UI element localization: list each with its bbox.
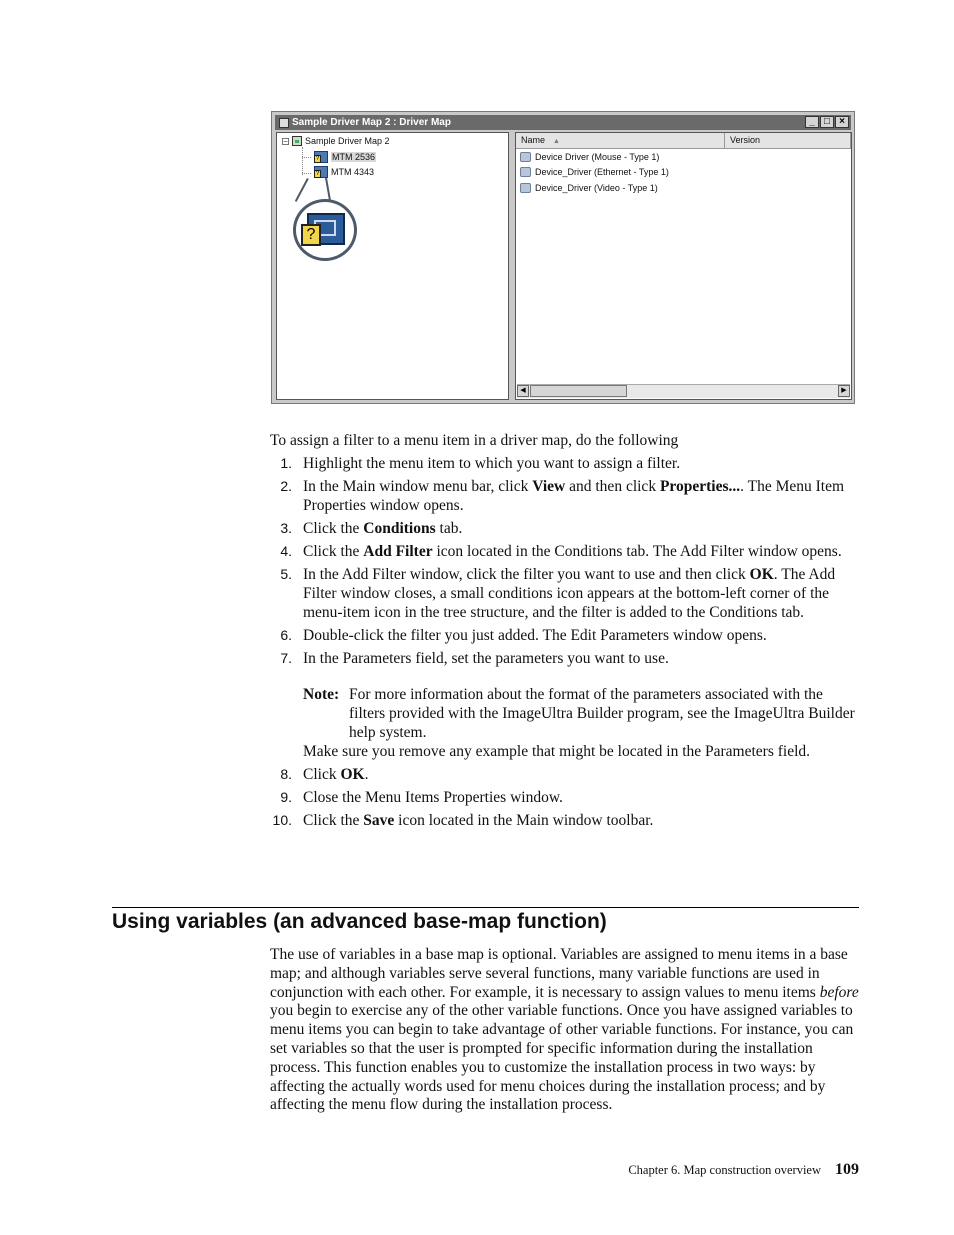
scroll-right-icon[interactable]: ▶ (838, 385, 850, 397)
text-run: In the Main window menu bar, click (303, 478, 533, 495)
window-title: Sample Driver Map 2 : Driver Map (292, 117, 451, 128)
list-item-label: Device_Driver (Ethernet - Type 1) (535, 167, 669, 177)
step-followup-text: Make sure you remove any example that might be located in the Parameters field. (303, 743, 811, 760)
text-run: icon located in the Main window toolbar. (394, 812, 654, 829)
step-item (270, 565, 860, 622)
text-run: Click the (303, 543, 364, 560)
tree-item-label: MTM 2536 (332, 152, 376, 162)
section-rule (112, 907, 859, 908)
text-run: Close the Menu Items Properties window. (303, 789, 563, 806)
tree-item-label: MTM 4343 (331, 167, 375, 177)
menu-item-icon (314, 166, 328, 178)
text-run: Click (303, 766, 341, 783)
step-number: 7. (280, 650, 292, 666)
step-item (270, 542, 860, 561)
section-heading: Using variables (an advanced base-map function) (112, 910, 607, 933)
step-number: 3. (280, 520, 292, 536)
text-run: Highlight the menu item to which you want to assign a filter. (303, 455, 681, 472)
step-item (270, 454, 860, 473)
list-header (516, 133, 851, 149)
scroll-left-icon[interactable]: ◀ (517, 385, 529, 397)
conditions-icon: ? (315, 156, 320, 162)
step-text (303, 565, 860, 622)
step-text (303, 454, 860, 473)
text-run: Click the (303, 812, 364, 829)
text-run: The use of variables in a base map is optional. Variables are assigned to menu items in a base map; and although variables serve several functions, many variable functions are used in conjunction with each other. For example, it is necessary to assign values to menu items (270, 946, 848, 1001)
device-driver-icon (520, 152, 531, 162)
emphasis-text: Save (363, 812, 395, 829)
emphasis-text: Conditions (363, 520, 436, 537)
driver-map-icon (279, 118, 289, 128)
text-run: Double-click the filter you just added. The Edit Parameters window opens. (303, 627, 767, 644)
tree-pane[interactable] (276, 132, 509, 400)
emphasis-text: View (532, 478, 566, 495)
step-item (270, 788, 860, 807)
text-run: icon located in the Conditions tab. The Add Filter window opens. (432, 543, 842, 560)
step-number: 9. (280, 789, 292, 805)
text-run: and then click (565, 478, 660, 495)
driver-map-icon (292, 136, 302, 146)
step-text (303, 811, 860, 830)
step-text (303, 519, 860, 538)
step-text (303, 765, 860, 784)
chapter-title: Chapter 6. Map construction overview (628, 1163, 821, 1177)
tree-item-mtm-4343[interactable] (314, 166, 374, 178)
note-text: For more information about the format of the parameters associated with the filters provided with the ImageUltra Builder program, see the ImageUltra Builder help system. (349, 686, 855, 741)
text-run: . (364, 766, 369, 783)
step-text (303, 649, 860, 668)
text-run: . The Menu Item Properties window opens. (303, 478, 845, 514)
magnifier-callout (293, 199, 357, 261)
sort-ascending-icon: ▲ (553, 138, 560, 145)
driver-list-pane[interactable] (515, 132, 852, 400)
tree-root-label: Sample Driver Map 2 (305, 136, 390, 146)
collapse-icon[interactable]: − (283, 136, 288, 146)
conditions-icon: ? (315, 171, 320, 177)
column-header-version[interactable] (725, 133, 851, 148)
tree-root-row[interactable] (282, 136, 390, 146)
page-number: 109 (835, 1161, 859, 1178)
step-text (303, 788, 860, 807)
step-number: 1. (280, 455, 292, 471)
step-item (270, 765, 860, 784)
list-item-label: Device Driver (Mouse - Type 1) (535, 152, 660, 162)
step-item (270, 626, 860, 645)
list-item-label: Device_Driver (Video - Type 1) (535, 183, 658, 193)
horizontal-scrollbar[interactable] (517, 384, 850, 398)
maximize-button[interactable]: □ (820, 116, 834, 128)
step-text (303, 542, 860, 561)
section-paragraph (270, 946, 860, 1115)
conditions-icon-enlarged: ? (301, 224, 321, 246)
italic-text: before (819, 983, 859, 1001)
emphasis-text: Add Filter (363, 543, 433, 560)
list-item[interactable] (520, 183, 658, 193)
text-run: Click the (303, 520, 364, 537)
page-footer (628, 1161, 859, 1179)
text-run: tab. (435, 520, 463, 537)
window-titlebar[interactable] (275, 115, 851, 130)
step-number: 8. (280, 766, 292, 782)
note-block (303, 685, 860, 742)
tree-item-mtm-2536[interactable] (314, 151, 376, 163)
list-item[interactable] (520, 167, 669, 177)
step-text (303, 477, 860, 515)
text-run: you begin to exercise any of the other variable functions. Once you have assigned variables to menu items you can begin to take advantage of other variable functions. For instance, you can set variables so that the user is prompted for specific information during the installation process. This function enables you to customize the installation process in two ways: by affecting the actually words used for menu choices during the installation process; and by affecting the menu flow during the installation process. (270, 1002, 854, 1114)
minimize-button[interactable]: _ (805, 116, 819, 128)
procedure-steps (270, 454, 860, 834)
emphasis-text: OK (749, 566, 774, 583)
step-text (303, 626, 860, 645)
device-driver-icon (520, 167, 531, 177)
emphasis-text: OK (340, 766, 365, 783)
text-run: In the Parameters field, set the parameters you want to use. (303, 650, 669, 667)
step-item (270, 477, 860, 515)
step-number: 4. (280, 543, 292, 559)
step-number: 5. (280, 566, 292, 582)
close-button[interactable]: × (835, 116, 849, 128)
text-run: In the Add Filter window, click the filter you want to use and then click (303, 566, 750, 583)
intro-text: To assign a filter to a menu item in a driver map, do the following (270, 432, 679, 449)
menu-item-icon (314, 151, 328, 163)
step-item (270, 649, 860, 761)
list-item[interactable] (520, 152, 659, 162)
note-label: Note: (303, 686, 340, 703)
device-driver-icon (520, 183, 531, 193)
column-label: Version (730, 135, 761, 145)
step-number: 10. (272, 812, 292, 828)
column-label: Name (521, 135, 546, 145)
driver-map-window (271, 111, 855, 404)
step-number: 6. (280, 627, 292, 643)
scroll-thumb[interactable] (530, 385, 627, 397)
column-header-name[interactable] (516, 133, 725, 148)
emphasis-text: Properties... (659, 478, 741, 495)
step-item (270, 519, 860, 538)
step-number: 2. (280, 478, 292, 494)
text-run: . The Add Filter window closes, a small conditions icon appears at the bottom-left corner of the menu-item icon in the tree structure, and the filter is added to the Conditions tab. (303, 566, 836, 621)
step-item (270, 811, 860, 830)
